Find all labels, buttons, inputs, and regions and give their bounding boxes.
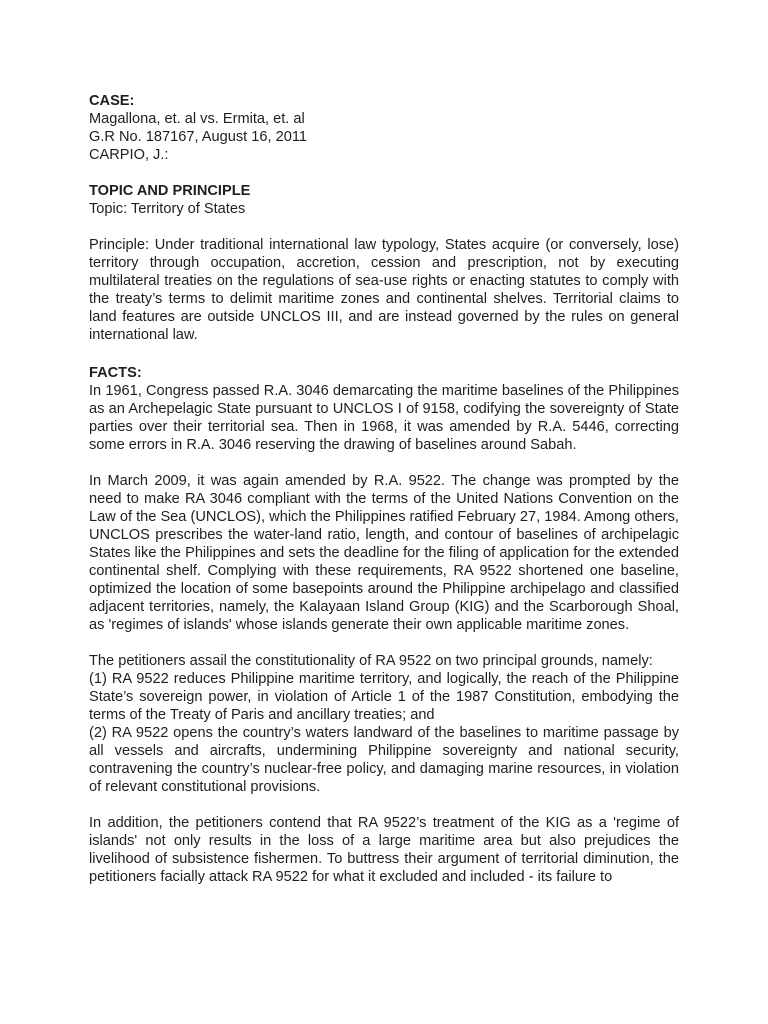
spacer [89, 454, 679, 472]
spacer [89, 344, 679, 364]
topic-principle-heading: TOPIC AND PRINCIPLE [89, 183, 251, 199]
case-docket: G.R No. 187167, August 16, 2011 [89, 129, 307, 145]
facts-ground-1: (1) RA 9522 reduces Philippine maritime territory, and logically, the reach of the Philippine State’s sovereign power, in violation of Article 1 of the 1987 Constitution, embodying the terms of the Treaty of Paris and ancillary treaties; and [89, 671, 679, 723]
topic-text: Topic: Territory of States [89, 201, 246, 217]
spacer [89, 164, 679, 182]
facts-paragraph-3-intro: The petitioners assail the constitutionality of RA 9522 on two principal grounds, namely: [89, 653, 653, 669]
facts-paragraph-2: In March 2009, it was again amended by R.A. 9522. The change was prompted by the need to make RA 3046 compliant with the terms of the United Nations Convention on the Law of the Sea (UNCLOS), which the Philippines ratified February 27, 1984. Among others, UNCLOS prescribes the water-land ratio, length, and contour of baselines of archipelagic States like the Philippines and sets the deadline for the filing of application for the extended continental shelf. Complying with these requirements, RA 9522 shortened one baseline, optimized the location of some basepoints around the Philippine archipelago and classified adjacent territories, namely, the Kalayaan Island Group (KIG) and the Scarborough Shoal, as 'regimes of islands' whose islands generate their own applicable maritime zones. [89, 473, 679, 633]
case-parties: Magallona, et. al vs. Ermita, et. al [89, 111, 305, 127]
spacer [89, 634, 679, 652]
principle-paragraph: Principle: Under traditional international law typology, States acquire (or conversely, lose) territory through occupation, accretion, cession and prescription, not by executing multilateral treaties on the regulations of sea-use rights or enacting statutes to comply with the treaty’s terms to delimit maritime zones and continental shelves. Territorial claims to land features are outside UNCLOS III, and are instead governed by the rules on general international law. [89, 237, 679, 343]
spacer [89, 796, 679, 814]
case-ponente: CARPIO, J.: [89, 147, 169, 163]
spacer [89, 218, 679, 236]
facts-paragraph-4: In addition, the petitioners contend that RA 9522’s treatment of the KIG as a 'regime of islands' not only results in the loss of a large maritime area but also prejudices the livelihood of subsistence fishermen. To buttress their argument of territorial diminution, the petitioners facially attack RA 9522 for what it excluded and included - its failure to [89, 815, 679, 885]
facts-heading: FACTS: [89, 365, 142, 381]
facts-paragraph-1: In 1961, Congress passed R.A. 3046 demarcating the maritime baselines of the Philippines as an Archepelagic State pursuant to UNCLOS I of 9158, codifying the sovereignty of State parties over their territorial sea. Then in 1968, it was amended by R.A. 5446, correcting some errors in R.A. 3046 reserving the drawing of baselines around Sabah. [89, 383, 679, 453]
document-page [89, 92, 679, 886]
facts-ground-2: (2) RA 9522 opens the country’s waters landward of the baselines to maritime passage by all vessels and aircrafts, undermining Philippine sovereignty and national security, contravening the country’s nuclear-free policy, and damaging marine resources, in violation of relevant constitutional provisions. [89, 725, 679, 795]
case-heading: CASE: [89, 93, 135, 109]
